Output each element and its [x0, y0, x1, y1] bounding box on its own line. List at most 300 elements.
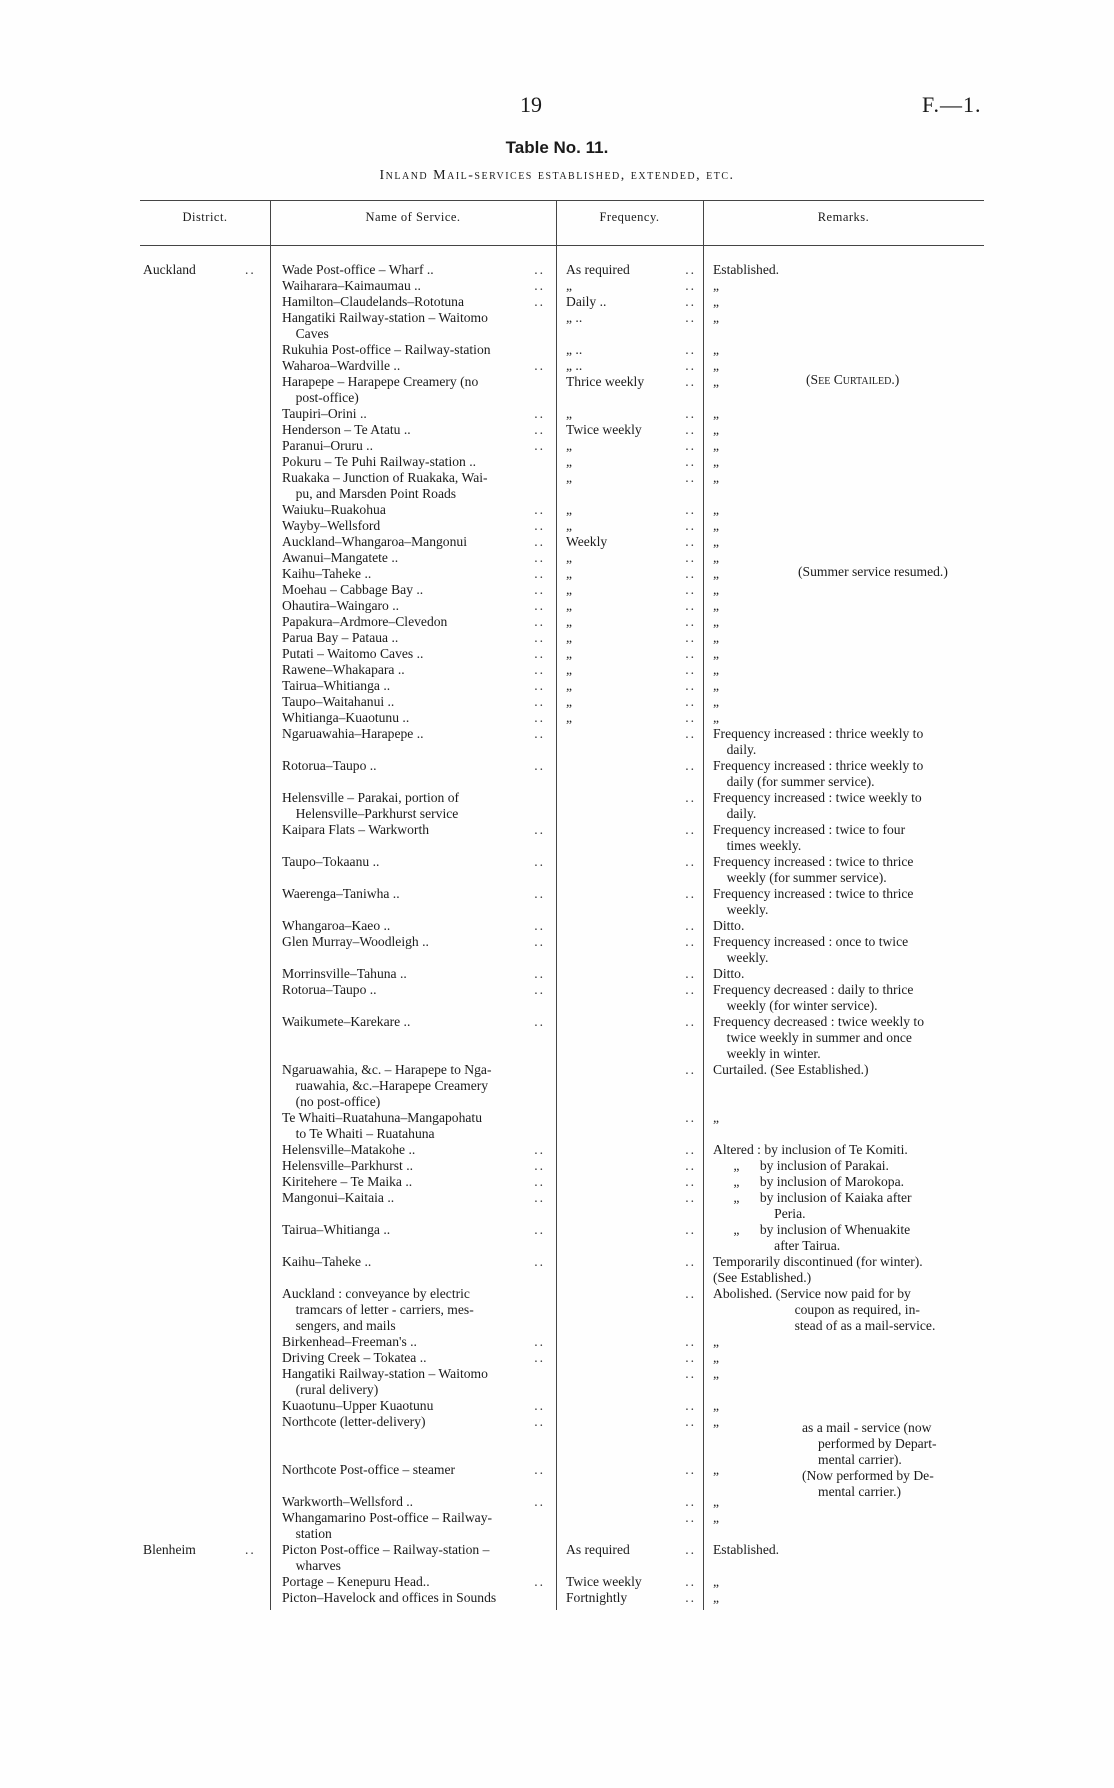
frequency-leader: .. — [685, 1174, 696, 1189]
service-name: Helensville–Matakohe .. — [282, 1142, 416, 1157]
frequency-leader: .. — [685, 710, 696, 725]
frequency: As required — [566, 262, 630, 277]
table-row — [0, 422, 1114, 438]
table-row — [0, 1046, 1114, 1062]
frequency-leader: .. — [685, 982, 696, 997]
service-name: Ohautira–Waingaro .. — [282, 598, 400, 613]
service-leader: .. — [534, 1462, 545, 1477]
service-name: (no post-office) — [282, 1094, 381, 1109]
remarks: „ — [713, 470, 720, 485]
frequency: Twice weekly — [566, 422, 642, 437]
service-name: Driving Creek – Tokatea .. — [282, 1350, 427, 1365]
frequency-leader: .. — [685, 1542, 696, 1557]
table-row — [0, 854, 1114, 870]
note-summer-resumed: (Summer service resumed.) — [798, 564, 948, 579]
frequency-leader: .. — [685, 646, 696, 661]
remarks: coupon as required, in- — [713, 1302, 920, 1317]
frequency-leader: .. — [685, 614, 696, 629]
remarks: daily (for summer service). — [713, 774, 875, 789]
table-row — [0, 374, 1114, 390]
table-row — [0, 694, 1114, 710]
remarks: „ — [713, 358, 720, 373]
remarks: „ — [713, 374, 720, 389]
frequency: „ — [566, 662, 573, 677]
page-reference: F.—1. — [922, 92, 982, 117]
table-row — [0, 486, 1114, 502]
frequency-leader: .. — [685, 358, 696, 373]
service-name: Taupo–Tokaanu .. — [282, 854, 380, 869]
table-row — [0, 886, 1114, 902]
remarks: Frequency decreased : twice weekly to — [713, 1014, 924, 1029]
service-leader: .. — [534, 1414, 545, 1429]
remarks: Altered : by inclusion of Te Komiti. — [713, 1142, 908, 1157]
service-leader: .. — [534, 918, 545, 933]
remarks: Ditto. — [713, 918, 745, 933]
note-northcote-1: as a mail - service (now — [802, 1420, 932, 1435]
service-leader: .. — [534, 822, 545, 837]
frequency-leader: .. — [685, 262, 696, 277]
service-leader: .. — [534, 758, 545, 773]
remarks: „ — [713, 1366, 720, 1381]
header-top-rule — [140, 200, 984, 201]
table-row — [0, 358, 1114, 374]
service-name: Mangonui–Kaitaia .. — [282, 1190, 395, 1205]
frequency-leader: .. — [685, 1510, 696, 1525]
table-row — [0, 390, 1114, 406]
remarks: „ — [713, 502, 720, 517]
frequency-leader: .. — [685, 1158, 696, 1173]
table-row — [0, 438, 1114, 454]
table-row — [0, 1462, 1114, 1478]
service-name: Kaihu–Taheke .. — [282, 1254, 372, 1269]
remarks: Temporarily discontinued (for winter). — [713, 1254, 923, 1269]
frequency-leader: .. — [685, 934, 696, 949]
frequency-leader: .. — [685, 582, 696, 597]
frequency-leader: .. — [685, 966, 696, 981]
header-remarks: Remarks. — [817, 210, 870, 224]
frequency-leader: .. — [685, 1222, 696, 1237]
remarks: „ — [713, 1590, 720, 1605]
frequency-leader: .. — [685, 438, 696, 453]
table-row — [0, 774, 1114, 790]
table-row — [0, 1478, 1114, 1494]
service-name: Whangaroa–Kaeo .. — [282, 918, 391, 933]
remarks: „ — [713, 1494, 720, 1509]
service-name: post-office) — [282, 390, 359, 405]
service-name: Rotorua–Taupo .. — [282, 758, 377, 773]
table-row — [0, 1526, 1114, 1542]
table-row — [0, 310, 1114, 326]
service-leader: .. — [534, 1350, 545, 1365]
remarks: Peria. — [713, 1206, 806, 1221]
service-name: Helensville – Parakai, portion of — [282, 790, 460, 805]
frequency: „ — [566, 502, 573, 517]
remarks: times weekly. — [713, 838, 802, 853]
service-leader: .. — [534, 566, 545, 581]
frequency: „ — [566, 406, 573, 421]
table-row — [0, 934, 1114, 950]
remarks: weekly. — [713, 902, 769, 917]
service-name: Whangamarino Post-office – Railway- — [282, 1510, 493, 1525]
service-leader: .. — [534, 550, 545, 565]
service-name: Waiuku–Ruakohua — [282, 502, 386, 517]
remarks: weekly in winter. — [713, 1046, 821, 1061]
remarks: „ — [713, 438, 720, 453]
table-row — [0, 1158, 1114, 1174]
remarks: Frequency increased : twice to thrice — [713, 854, 914, 869]
table-row — [0, 1094, 1114, 1110]
service-name: Portage – Kenepuru Head.. — [282, 1574, 430, 1589]
remarks: „ — [713, 694, 720, 709]
frequency: „ .. — [566, 358, 583, 373]
service-leader: .. — [534, 438, 545, 453]
service-leader: .. — [534, 678, 545, 693]
service-name: Kiritehere – Te Maika .. — [282, 1174, 413, 1189]
remarks: „ — [713, 534, 720, 549]
remarks: (See Established.) — [713, 1270, 812, 1285]
table-row — [0, 1382, 1114, 1398]
remarks: „ — [713, 1510, 720, 1525]
frequency-leader: .. — [685, 1254, 696, 1269]
service-leader: .. — [534, 1174, 545, 1189]
service-name: Auckland–Whangaroa–Mangonui — [282, 534, 467, 549]
frequency-leader: .. — [685, 598, 696, 613]
remarks: „ — [713, 278, 720, 293]
service-leader: .. — [534, 646, 545, 661]
service-leader: .. — [534, 278, 545, 293]
frequency: „ — [566, 598, 573, 613]
table-row — [0, 678, 1114, 694]
service-name: Putati – Waitomo Caves .. — [282, 646, 424, 661]
frequency-leader: .. — [685, 294, 696, 309]
service-leader: .. — [534, 1398, 545, 1413]
service-leader: .. — [534, 614, 545, 629]
header-district: District. — [182, 210, 228, 224]
service-name: Ruakaka – Junction of Ruakaka, Wai- — [282, 470, 488, 485]
table-row — [0, 1110, 1114, 1126]
district-leader: .. — [245, 262, 256, 277]
service-name: Northcote (letter-delivery) — [282, 1414, 426, 1429]
service-leader: .. — [534, 982, 545, 997]
service-leader: .. — [534, 1014, 545, 1029]
table-row — [0, 950, 1114, 966]
frequency-leader: .. — [685, 310, 696, 325]
table-row — [0, 710, 1114, 726]
service-name: Waiharara–Kaimaumau .. — [282, 278, 421, 293]
service-leader: .. — [534, 886, 545, 901]
remarks: stead of as a mail-service. — [713, 1318, 936, 1333]
table-row — [0, 1414, 1114, 1430]
service-leader: .. — [534, 358, 545, 373]
frequency: „ — [566, 550, 573, 565]
table-row — [0, 806, 1114, 822]
frequency: „ — [566, 678, 573, 693]
service-name: Wayby–Wellsford — [282, 518, 381, 533]
table-row — [0, 630, 1114, 646]
frequency: Fortnightly — [566, 1590, 628, 1605]
remarks: „ — [713, 294, 720, 309]
remarks: weekly. — [713, 950, 769, 965]
frequency: „ — [566, 438, 573, 453]
service-leader: .. — [534, 262, 545, 277]
service-name: Tairua–Whitianga .. — [282, 678, 391, 693]
table-row — [0, 1366, 1114, 1382]
table-row — [0, 502, 1114, 518]
service-name: Hangatiki Railway-station – Waitomo — [282, 310, 488, 325]
frequency-leader: .. — [685, 278, 696, 293]
header-service: Name of Service. — [365, 210, 461, 224]
service-leader: .. — [534, 294, 545, 309]
frequency-leader: .. — [685, 918, 696, 933]
remarks: „ — [713, 422, 720, 437]
service-leader: .. — [534, 1158, 545, 1173]
service-name: (rural delivery) — [282, 1382, 379, 1397]
service-leader: .. — [534, 422, 545, 437]
frequency-leader: .. — [685, 406, 696, 421]
remarks: „ by inclusion of Kaiaka after — [713, 1190, 912, 1205]
service-name: Hamilton–Claudelands–Rototuna — [282, 294, 464, 309]
service-leader: .. — [534, 534, 545, 549]
service-name: Waikumete–Karekare .. — [282, 1014, 411, 1029]
remarks: weekly (for summer service). — [713, 870, 887, 885]
service-leader: .. — [534, 1494, 545, 1509]
table-row — [0, 1254, 1114, 1270]
service-name: Kaihu–Taheke .. — [282, 566, 372, 581]
table-row — [0, 822, 1114, 838]
service-name: Harapepe – Harapepe Creamery (no — [282, 374, 479, 389]
frequency: „ — [566, 646, 573, 661]
remarks: „ by inclusion of Marokopa. — [713, 1174, 905, 1189]
frequency-leader: .. — [685, 678, 696, 693]
frequency-leader: .. — [685, 374, 696, 389]
service-name: Waerenga–Taniwha .. — [282, 886, 400, 901]
service-leader: .. — [534, 1222, 545, 1237]
table-row — [0, 1206, 1114, 1222]
remarks: Curtailed. (See Established.) — [713, 1062, 869, 1077]
service-leader: .. — [534, 662, 545, 677]
remarks: „ — [713, 566, 720, 581]
service-name: Ngaruawahia, &c. – Harapepe to Nga- — [282, 1062, 492, 1077]
frequency-leader: .. — [685, 886, 696, 901]
table-row — [0, 646, 1114, 662]
remarks: „ by inclusion of Parakai. — [713, 1158, 889, 1173]
table-row — [0, 1222, 1114, 1238]
table-row — [0, 614, 1114, 630]
frequency-leader: .. — [685, 1398, 696, 1413]
table-row — [0, 662, 1114, 678]
remarks: „ — [713, 342, 720, 357]
table-row — [0, 1590, 1114, 1606]
service-leader: .. — [534, 1334, 545, 1349]
remarks: Frequency increased : thrice weekly to — [713, 758, 924, 773]
service-leader: .. — [534, 694, 545, 709]
table-row — [0, 1302, 1114, 1318]
frequency: „ — [566, 278, 573, 293]
table-row — [0, 1542, 1114, 1558]
service-name: Kaipara Flats – Warkworth — [282, 822, 430, 837]
table-row — [0, 1286, 1114, 1302]
table-row — [0, 1174, 1114, 1190]
table-row — [0, 966, 1114, 982]
table-row — [0, 454, 1114, 470]
table-row — [0, 998, 1114, 1014]
frequency-leader: .. — [685, 726, 696, 741]
table-row — [0, 1078, 1114, 1094]
service-leader: .. — [534, 582, 545, 597]
table-row — [0, 742, 1114, 758]
service-name: Waharoa–Wardville .. — [282, 358, 401, 373]
service-name: Birkenhead–Freeman's .. — [282, 1334, 417, 1349]
table-row — [0, 278, 1114, 294]
remarks: „ — [713, 710, 720, 725]
table-row — [0, 1334, 1114, 1350]
frequency: Weekly — [566, 534, 608, 549]
table-row — [0, 406, 1114, 422]
frequency-leader: .. — [685, 454, 696, 469]
frequency-leader: .. — [685, 1350, 696, 1365]
service-name: Papakura–Ardmore–Clevedon — [282, 614, 448, 629]
frequency: „ — [566, 694, 573, 709]
service-name: Helensville–Parkhurst service — [282, 806, 459, 821]
service-name: Caves — [282, 326, 329, 341]
remarks: „ — [713, 1398, 720, 1413]
service-leader: .. — [534, 406, 545, 421]
service-name: Northcote Post-office – steamer — [282, 1462, 456, 1477]
frequency-leader: .. — [685, 342, 696, 357]
service-name: Auckland : conveyance by electric — [282, 1286, 470, 1301]
remarks: Frequency increased : twice to thrice — [713, 886, 914, 901]
table-row — [0, 534, 1114, 550]
table-row — [0, 902, 1114, 918]
table-row — [0, 758, 1114, 774]
service-name: Rotorua–Taupo .. — [282, 982, 377, 997]
service-name: Taupo–Waitahanui .. — [282, 694, 395, 709]
frequency-leader: .. — [685, 790, 696, 805]
table-row — [0, 582, 1114, 598]
service-name: tramcars of letter - carriers, mes- — [282, 1302, 474, 1317]
remarks: „ — [713, 630, 720, 645]
frequency-leader: .. — [685, 1286, 696, 1301]
service-leader: .. — [534, 502, 545, 517]
frequency-leader: .. — [685, 1142, 696, 1157]
remarks: „ — [713, 646, 720, 661]
remarks: „ — [713, 454, 720, 469]
remarks: twice weekly in summer and once — [713, 1030, 912, 1045]
remarks: „ — [713, 1350, 720, 1365]
frequency: „ .. — [566, 310, 583, 325]
service-name: Picton–Havelock and offices in Sounds — [282, 1590, 497, 1605]
frequency-leader: .. — [685, 854, 696, 869]
table-row — [0, 918, 1114, 934]
service-leader: .. — [534, 598, 545, 613]
frequency: „ — [566, 470, 573, 485]
service-name: Morrinsville–Tahuna .. — [282, 966, 407, 981]
frequency: „ — [566, 454, 573, 469]
service-leader: .. — [534, 630, 545, 645]
table-row — [0, 518, 1114, 534]
table-row — [0, 262, 1114, 278]
service-name: to Te Whaiti – Ruatahuna — [282, 1126, 435, 1141]
frequency-leader: .. — [685, 1462, 696, 1477]
service-name: Ngaruawahia–Harapepe .. — [282, 726, 424, 741]
table-row — [0, 1430, 1114, 1446]
remarks: Abolished. (Service now paid for by — [713, 1286, 911, 1301]
frequency: Daily .. — [566, 294, 607, 309]
service-leader: .. — [534, 966, 545, 981]
table-row — [0, 1558, 1114, 1574]
remarks: „ — [713, 678, 720, 693]
table-row — [0, 470, 1114, 486]
service-name: pu, and Marsden Point Roads — [282, 486, 457, 501]
remarks: after Tairua. — [713, 1238, 841, 1253]
frequency-leader: .. — [685, 1190, 696, 1205]
table-row — [0, 342, 1114, 358]
frequency: Twice weekly — [566, 1574, 642, 1589]
frequency: „ — [566, 566, 573, 581]
page-number: 19 — [520, 92, 542, 117]
table-row — [0, 1142, 1114, 1158]
frequency-leader: .. — [685, 1590, 696, 1605]
frequency-leader: .. — [685, 1110, 696, 1125]
service-leader: .. — [534, 1574, 545, 1589]
table-row — [0, 294, 1114, 310]
service-name: Parua Bay – Pataua .. — [282, 630, 399, 645]
remarks: Frequency increased : twice weekly to — [713, 790, 922, 805]
service-name: Tairua–Whitianga .. — [282, 1222, 391, 1237]
frequency-leader: .. — [685, 1574, 696, 1589]
header-bottom-rule — [140, 245, 984, 246]
table-row — [0, 1238, 1114, 1254]
note-northcote-4: (Now performed by De- — [802, 1468, 934, 1483]
remarks: Frequency increased : thrice weekly to — [713, 726, 924, 741]
service-name: Kuaotunu–Upper Kuaotunu — [282, 1398, 434, 1413]
remarks: „ — [713, 582, 720, 597]
remarks: Frequency increased : once to twice — [713, 934, 909, 949]
remarks: „ — [713, 406, 720, 421]
frequency-leader: .. — [685, 1014, 696, 1029]
service-leader: .. — [534, 934, 545, 949]
remarks: weekly (for winter service). — [713, 998, 878, 1013]
district-leader: .. — [245, 1542, 256, 1557]
frequency: „ — [566, 630, 573, 645]
service-leader: .. — [534, 1190, 545, 1205]
table-row — [0, 1574, 1114, 1590]
table-row — [0, 1190, 1114, 1206]
frequency-leader: .. — [685, 518, 696, 533]
table-row — [0, 1062, 1114, 1078]
service-name: ruawahia, &c.–Harapepe Creamery — [282, 1078, 489, 1093]
frequency: As required — [566, 1542, 630, 1557]
service-name: Hangatiki Railway-station – Waitomo — [282, 1366, 488, 1381]
frequency-leader: .. — [685, 822, 696, 837]
remarks: „ — [713, 662, 720, 677]
frequency-leader: .. — [685, 470, 696, 485]
remarks: daily. — [713, 742, 757, 757]
note-northcote-3: mental carrier). — [818, 1452, 902, 1467]
remarks: „ by inclusion of Whenuakite — [713, 1222, 911, 1237]
service-leader: .. — [534, 1142, 545, 1157]
table-row — [0, 838, 1114, 854]
frequency: „ — [566, 518, 573, 533]
service-name: Wade Post-office – Wharf .. — [282, 262, 434, 277]
remarks: Established. — [713, 262, 780, 277]
service-name: Pokuru – Te Puhi Railway-station .. — [282, 454, 477, 469]
table-row — [0, 1126, 1114, 1142]
frequency: Thrice weekly — [566, 374, 645, 389]
service-name: Rukuhia Post-office – Railway-station — [282, 342, 491, 357]
service-name: Awanui–Mangatete .. — [282, 550, 399, 565]
table-row — [0, 1510, 1114, 1526]
